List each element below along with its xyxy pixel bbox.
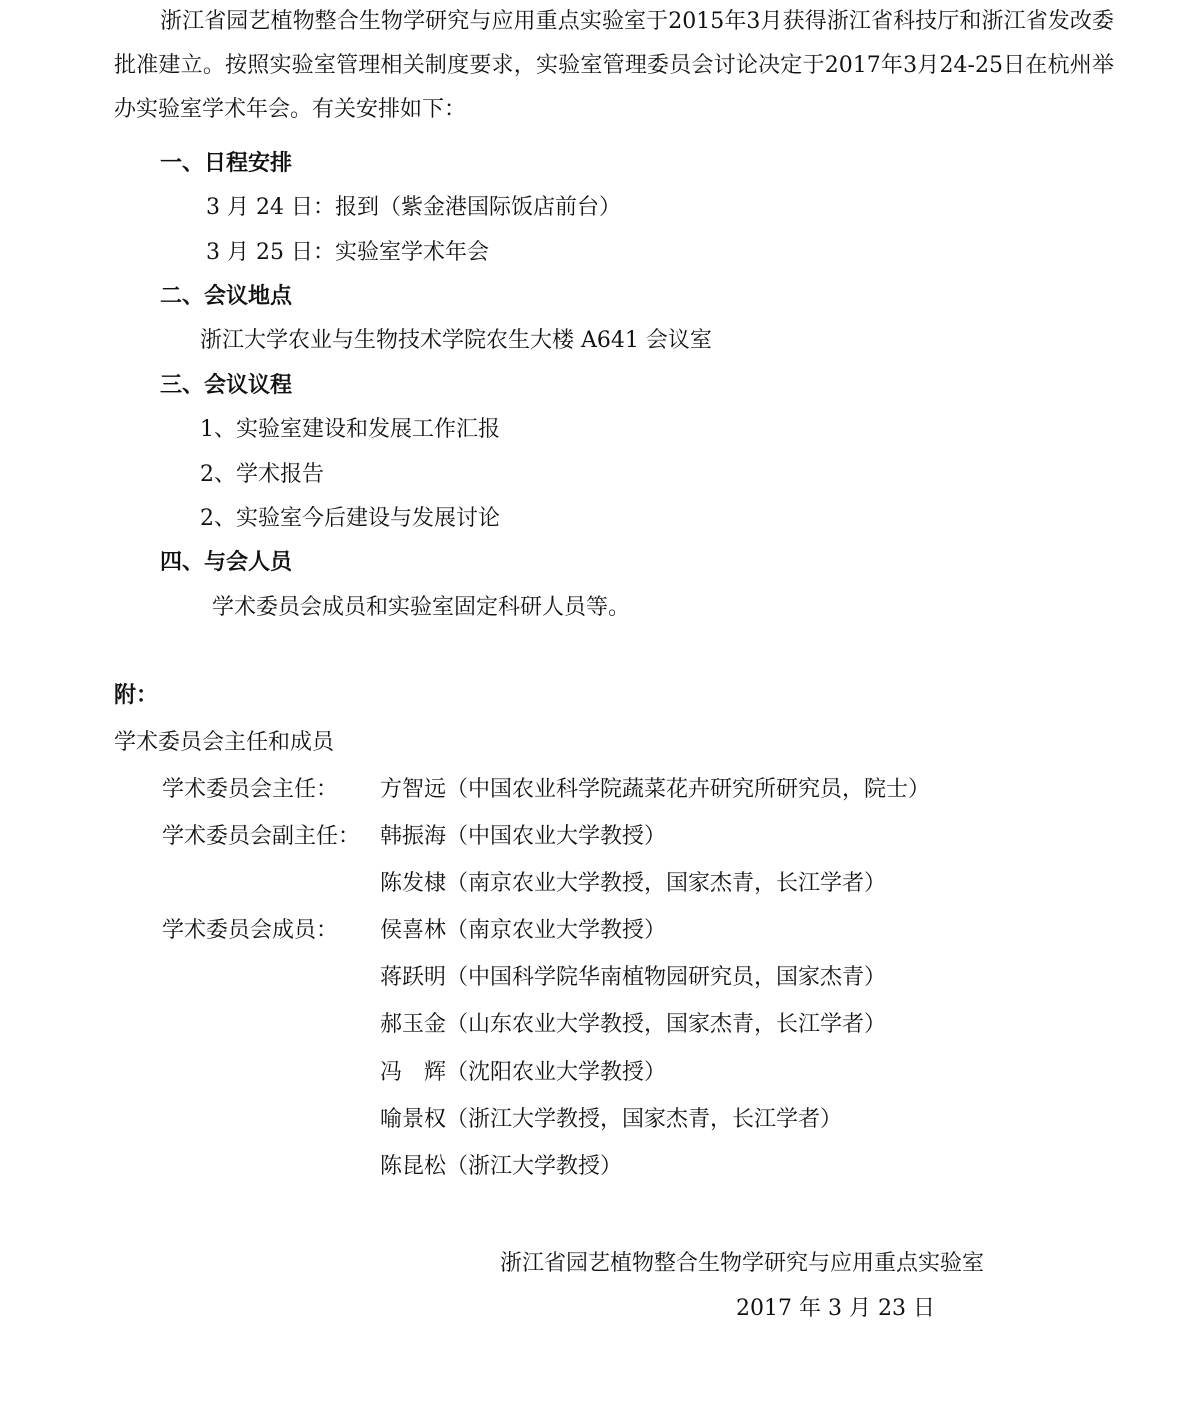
agenda-item: 2、实验室今后建设与发展讨论 [200, 506, 500, 531]
role-deputy: 学术委员会副主任： [162, 824, 361, 849]
agenda-item: 2、学术报告 [200, 462, 324, 487]
agenda-heading: 三、会议议程 [160, 373, 293, 398]
member-entry: 蒋跃明（中国科学院华南植物园研究员，国家杰青） [380, 965, 887, 990]
role-director: 学术委员会主任： [162, 777, 339, 802]
member-entry: 韩振海（中国农业大学教授） [380, 824, 667, 849]
member-entry: 冯 辉（沈阳农业大学教授） [380, 1060, 667, 1085]
schedule-heading: 一、日程安排 [160, 151, 293, 176]
member-entry: 郝玉金（山东农业大学教授，国家杰青，长江学者） [380, 1012, 887, 1037]
signature-date: 2017 年 3 月 23 日 [736, 1296, 935, 1321]
attendees-heading: 四、与会人员 [160, 550, 293, 575]
appendix-label: 附： [114, 683, 159, 708]
signature-org: 浙江省园艺植物整合生物学研究与应用重点实验室 [500, 1251, 985, 1276]
schedule-item: 3 月 24 日：报到（紫金港国际饭店前台） [206, 195, 621, 220]
venue-text: 浙江大学农业与生物技术学院农生大楼 A641 会议室 [200, 328, 712, 353]
intro-paragraph: 浙江省园艺植物整合生物学研究与应用重点实验室于2015年3月获得浙江省科技厅和浙江省发改委批准建立。按照实验室管理相关制度要求，实验室管理委员会讨论决定于2017年3月24-25日在杭州举办实验室学术年会。有关安排如下： [114, 9, 1114, 122]
schedule-item: 3 月 25 日：实验室学术年会 [206, 240, 489, 265]
role-members: 学术委员会成员： [162, 918, 339, 943]
agenda-item: 1、实验室建设和发展工作汇报 [200, 417, 500, 442]
member-entry: 陈发棣（南京农业大学教授，国家杰青，长江学者） [380, 871, 887, 896]
member-entry: 陈昆松（浙江大学教授） [380, 1154, 623, 1179]
attendees-text: 学术委员会成员和实验室固定科研人员等。 [212, 595, 631, 620]
appendix-title: 学术委员会主任和成员 [114, 730, 335, 755]
member-entry: 喻景权（浙江大学教授，国家杰青，长江学者） [380, 1107, 843, 1132]
member-entry: 方智远（中国农业科学院蔬菜花卉研究所研究员，院士） [380, 777, 931, 802]
venue-heading: 二、会议地点 [160, 284, 293, 309]
member-entry: 侯喜林（南京农业大学教授） [380, 918, 667, 943]
